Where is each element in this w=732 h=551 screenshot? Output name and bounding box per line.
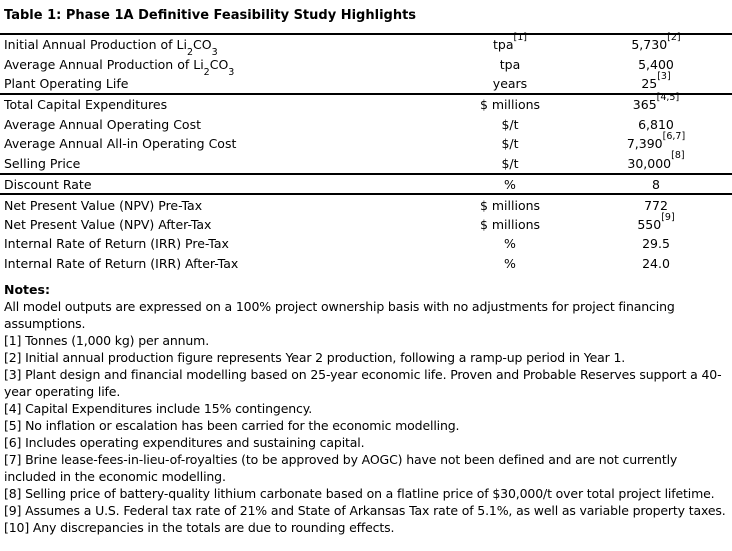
text-run: 6,810 (638, 116, 674, 132)
table-row (0, 54, 732, 78)
row-unit (420, 256, 600, 271)
text-run: 24.0 (642, 255, 670, 271)
footnote-ref: [2] (667, 32, 681, 44)
text-run: 7,390 (626, 136, 663, 152)
text-run: $/t (501, 136, 519, 152)
text-run: Net Present Value (NPV) After-Tax (4, 216, 212, 232)
text-run: % (504, 255, 516, 271)
row-value (600, 117, 712, 132)
note-item: [6] Includes operating expenditures and sustaining capital. (4, 434, 365, 450)
table-row (0, 150, 732, 172)
row-unit (420, 32, 600, 53)
text-run: 8 (652, 176, 660, 192)
row-unit (420, 198, 600, 213)
text-run: % (504, 176, 516, 192)
row-label (0, 76, 420, 91)
subscript: 2 (203, 66, 210, 78)
text-run: Average Annual Production of Li (4, 56, 204, 72)
table-row (0, 70, 732, 93)
note-item: [3] Plant design and financial modelling based on 25-year economic life. Proven and Probable Reserves support a 40-year operating life. (4, 366, 722, 399)
text-run: tpa (499, 56, 521, 72)
row-value (600, 70, 712, 91)
table-section (0, 195, 732, 273)
text-run: Average Annual Operating Cost (4, 116, 201, 132)
row-unit (420, 57, 600, 72)
note-item: [7] Brine lease-fees-in-lieu-of-royalties (to be approved by AOGC) have not been defined and are not currently included in the economic modelling. (4, 451, 678, 484)
footnote-ref: [1] (513, 32, 527, 44)
table-row (0, 175, 732, 194)
feasibility-table (0, 33, 732, 273)
row-value (600, 57, 712, 72)
row-label (0, 198, 420, 213)
note-item: [9] Assumes a U.S. Federal tax rate of 21% and State of Arkansas Tax rate of 5.1%, as well as variable property taxes. (4, 502, 726, 518)
text-run: Average Annual All-in Operating Cost (4, 136, 237, 152)
row-label (0, 256, 420, 271)
row-value (600, 236, 712, 251)
footnote-ref: [8] (671, 150, 685, 162)
subscript: 2 (186, 47, 193, 59)
notes-heading: Notes: (4, 281, 50, 297)
row-label (0, 177, 420, 192)
row-label (0, 217, 420, 232)
row-value (600, 256, 712, 271)
row-value (600, 32, 712, 53)
row-label (0, 117, 420, 132)
text-run: Total Capital Expenditures (4, 97, 168, 113)
text-run: $ millions (479, 197, 541, 213)
row-unit (420, 97, 600, 112)
text-run: 30,000 (627, 155, 672, 171)
row-label (0, 156, 420, 171)
text-run: 5,400 (638, 56, 674, 72)
table-row (0, 115, 732, 134)
row-value (600, 177, 712, 192)
text-run: $ millions (479, 97, 541, 113)
row-unit (420, 156, 600, 171)
note-item: [8] Selling price of battery-quality lithium carbonate based on a flatline price of $30,000/t over total project lifetime. (4, 485, 715, 501)
table-row (0, 130, 732, 153)
row-unit (420, 76, 600, 91)
row-label (0, 136, 420, 151)
text-run: Net Present Value (NPV) Pre-Tax (4, 197, 203, 213)
table-section (0, 32, 732, 95)
row-unit (420, 117, 600, 132)
footnote-ref: [9] (661, 211, 675, 223)
text-run: Initial Annual Production of Li (4, 37, 187, 53)
row-label (0, 56, 420, 78)
note-item: [4] Capital Expenditures include 15% contingency. (4, 400, 313, 416)
footnote-ref: [3] (657, 70, 671, 82)
text-run: Plant Operating Life (4, 75, 129, 91)
note-item: [1] Tonnes (1,000 kg) per annum. (4, 332, 210, 348)
row-unit (420, 136, 600, 151)
text-run: CO (192, 37, 212, 53)
footnote-ref: [4,5] (656, 92, 680, 104)
text-run: 29.5 (642, 236, 670, 252)
text-run: 365 (632, 97, 657, 113)
table-row (0, 92, 732, 114)
subscript: 3 (228, 66, 235, 78)
row-label (0, 37, 420, 59)
subscript: 3 (211, 47, 218, 59)
text-run: Internal Rate of Return (IRR) After-Tax (4, 255, 239, 271)
text-run: CO (209, 56, 229, 72)
table-section (0, 92, 732, 175)
text-run: Selling Price (4, 155, 81, 171)
text-run: % (504, 236, 516, 252)
text-run: 5,730 (631, 37, 668, 53)
row-value (600, 150, 712, 171)
row-unit (420, 236, 600, 251)
text-run: $ millions (479, 216, 541, 232)
row-value (600, 211, 712, 232)
text-run: 25 (641, 75, 658, 91)
note-item: All model outputs are expressed on a 100% project ownership basis with no adjustments for project financing assumptions. (4, 298, 675, 331)
text-run: $/t (501, 116, 519, 132)
table-row (0, 234, 732, 253)
note-item: [2] Initial annual production figure represents Year 2 production, following a ramp-up period in Year 1. (4, 349, 626, 365)
text-run: $/t (501, 155, 519, 171)
row-value (600, 92, 712, 113)
table-section (0, 175, 732, 196)
table-row (0, 211, 732, 234)
note-item: [10] Any discrepancies in the totals are due to rounding effects. (4, 519, 395, 535)
text-run: years (492, 75, 528, 91)
footnote-ref: [6,7] (662, 130, 686, 142)
notes-list (4, 298, 728, 536)
text-run: Internal Rate of Return (IRR) Pre-Tax (4, 236, 229, 252)
text-run: Discount Rate (4, 176, 92, 192)
table-title: Table 1: Phase 1A Definitive Feasibility Study Highlights (4, 8, 417, 23)
row-value (600, 130, 712, 152)
text-run: 772 (644, 197, 668, 213)
table-row (0, 254, 732, 273)
notes-section (0, 281, 732, 536)
table-row (0, 32, 732, 59)
row-unit (420, 217, 600, 232)
row-value (600, 198, 712, 213)
row-label (0, 236, 420, 251)
table-row (0, 195, 732, 214)
text-run: 550 (637, 216, 662, 232)
text-run: tpa (493, 37, 514, 53)
row-unit (420, 177, 600, 192)
row-label (0, 97, 420, 112)
note-item: [5] No inflation or escalation has been carried for the economic modelling. (4, 417, 460, 433)
